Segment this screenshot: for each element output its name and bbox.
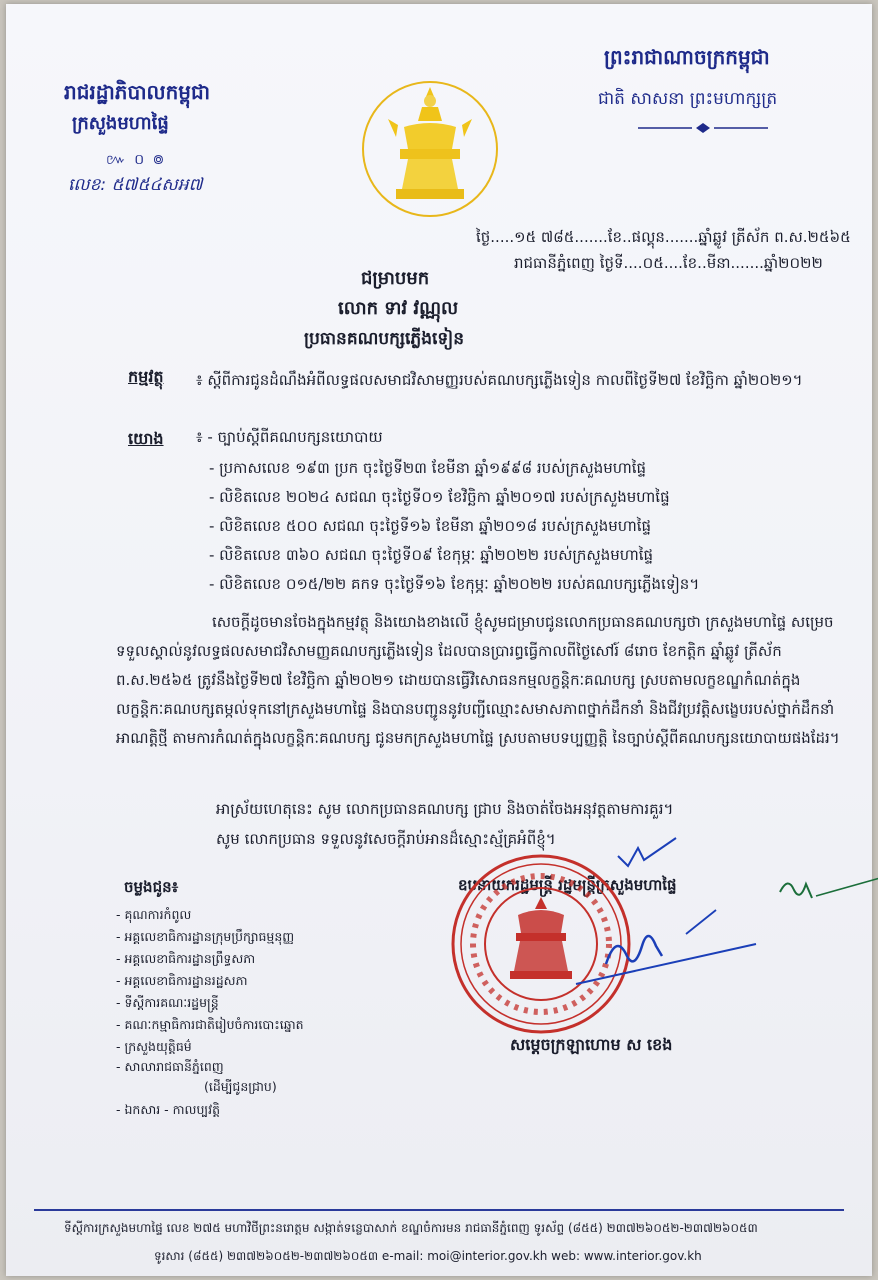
reference-item: - លិខិតលេខ ៣៦០ សជណ ចុះថ្ងៃទី០៩ ខែកុម្ភៈ ឆ្នាំ២០២២ របស់ក្រសួងមហាផ្ទៃ	[209, 546, 654, 564]
subject-label: កម្មវត្ថុ	[128, 367, 164, 386]
footer-address: ទីស្តីការក្រសួងមហាផ្ទៃ លេខ ២៧៥ មហាវិថីព្រះនរោត្តម សង្កាត់ទន្លេបាសាក់ ខណ្ឌចំការមន រាជធានីភ្នំពេញ ទូរស័ព្ទ (៨៥៥) ២៣៧២៦០៥២-២៣៧២៦០៥៣	[64, 1221, 758, 1235]
royal-emblem-icon	[360, 79, 500, 219]
body-paragraph: សេចក្តីដូចមានចែងក្នុងកម្មវត្ថុ និងយោងខាងលើ ខ្ញុំសូមជម្រាបជូនលោកប្រធានគណបក្សថា ក្រសួងមហាផ្ទៃ សម្រេចទទួលស្គាល់នូវលទ្ធផលសមាជវិសាមញ្ញគណបក្សភ្លើងទៀន ដែលបានប្រារព្ធធ្វើកាលពីថ្ងៃសៅរ៍ ៨រោច ខែកត្តិក ឆ្នាំឆ្លូវ ត្រីស័ក ព.ស.២៥៦៥ ត្រូវនឹងថ្ងៃទី២៧ ខែវិច្ឆិកា ឆ្នាំ២០២១ ដោយបានធ្វើវិសោធនកម្មលក្ខន្តិកៈគណបក្ស ស្របតាមលក្ខខណ្ឌកំណត់ក្នុងលក្ខន្តិកៈគណបក្សតម្កល់ទុកនៅក្រសួងមហាផ្ទៃ និងបានបញ្ជូននូវបញ្ជីឈ្មោះសមាសភាពថ្នាក់ដឹកនាំ និងជីវប្រវត្តិសង្ខេបរបស់ថ្នាក់ដឹកនាំអាណត្តិថ្មី តាមការកំណត់ក្នុងលក្ខន្តិកៈគណបក្ស ជូនមកក្រសួងមហាផ្ទៃ ស្របតាមបទប្បញ្ញត្តិ នៃច្បាប់ស្តីពីគណបក្សនយោបាយផងដែរ។	[116, 613, 840, 747]
recipient-name: លោក ទាវ វណ្ណុល	[338, 298, 459, 319]
cc-item: - ទីស្តីការគណៈរដ្ឋមន្ត្រី	[116, 995, 219, 1010]
footer-contact: ទូរសារ (៨៥៥) ២៣៧២៦០៥២-២៣៧២៦០៥៣ e-mail: moi@interior.gov.kh web: www.interior.gov.kh	[154, 1249, 702, 1263]
recipient-title: ប្រធានគណបក្សភ្លើងទៀន	[304, 329, 465, 349]
subject-text: ៖ ស្តីពីការជូនដំណឹងអំពីលទ្ធផលសមាជវិសាមញ្ញរបស់គណបក្សភ្លើងទៀន កាលពីថ្ងៃទី២៧ ខែវិច្ឆិកា ឆ្នាំ២០២១។	[196, 371, 803, 389]
kingdom-title: ព្រះរាជាណាចក្រកម្ពុជា	[604, 45, 770, 69]
cc-item: - គុណការកំពូល	[116, 907, 192, 922]
lunar-date: ថ្ងៃ.....១៥ ៧៨៥.......ខែ..ផល្គុន.......ឆ្នាំឆ្លូវ ត្រីស័ក ព.ស.២៥៦៥	[476, 228, 851, 246]
solar-date: រាជធានីភ្នំពេញ ថ្ងៃទី....០៥....ខែ..មីនា.......ឆ្នាំ២០២២	[514, 254, 823, 272]
kingdom-motto: ជាតិ សាសនា ព្រះមហាក្សត្រ	[598, 89, 778, 109]
reference-item: - លិខិតលេខ ០១៥/២២ គកទ ចុះថ្ងៃទី១៦ ខែកុម្ភៈ ឆ្នាំ២០២២ របស់គណបក្សភ្លើងទៀន។	[209, 575, 700, 593]
ornament: ៚ ០ ៙	[106, 152, 167, 168]
cc-item: - អគ្គលេខាធិការដ្ឋានក្រុមប្រឹក្សាធម្មនុញ្ញ	[116, 929, 295, 944]
motto-divider	[638, 122, 768, 134]
closing-line: អាស្រ័យហេតុនេះ សូម លោកប្រធានគណបក្ស ជ្រាប និងចាត់ចែងអនុវត្តតាមការគួរ។	[216, 800, 674, 818]
closing-line: សូម លោកប្រធាន ទទួលនូវសេចក្តីរាប់អានដ៏ស្មោះស្ម័គ្រអំពីខ្ញុំ។	[216, 830, 556, 848]
cc-archive: - ឯកសារ - កាលប្បវត្តិ	[116, 1102, 221, 1117]
references-label: យោង	[128, 429, 164, 448]
cc-title: ចម្លងជូន៖	[124, 878, 179, 896]
initial-mark-icon	[776, 866, 878, 906]
cc-item: - អគ្គលេខាធិការដ្ឋានរដ្ឋសភា	[116, 973, 248, 988]
reference-law: ៖ - ច្បាប់ស្តីពីគណបក្សនយោបាយ	[196, 428, 383, 446]
reference-item: - លិខិតលេខ ២០២៤ សជណ ចុះថ្ងៃទី០១ ខែវិច្ឆិកា ឆ្នាំ២០១៧ របស់ក្រសួងមហាផ្ទៃ	[209, 488, 670, 506]
signatory-title: ឧបនាយករដ្ឋមន្ត្រី រដ្ឋមន្ត្រីក្រសួងមហាផ្ទៃ	[458, 876, 677, 894]
cc-item: - ក្រសួងយុត្តិធម៌	[116, 1039, 192, 1054]
footer-divider	[34, 1209, 844, 1211]
government-title: រាជរដ្ឋាភិបាលកម្ពុជា	[64, 80, 210, 104]
reference-item: - ប្រកាសលេខ ១៩៣ ប្រក ចុះថ្ងៃទី២៣ ខែមីនា ឆ្នាំ១៩៩៨ របស់ក្រសួងមហាផ្ទៃ	[209, 459, 647, 477]
cc-item: - គណៈកម្មាធិការជាតិរៀបចំការបោះឆ្នោត	[116, 1017, 304, 1032]
reference-item: - លិខិតលេខ ៥០០ សជណ ចុះថ្ងៃទី១៦ ខែមីនា ឆ្នាំ២០១៨ របស់ក្រសួងមហាផ្ទៃ	[209, 517, 652, 535]
salutation: ជម្រាបមក	[361, 268, 430, 289]
signature-icon	[566, 904, 796, 994]
reference-number: លេខ: ៥៧៥៤សអ៧	[68, 175, 203, 195]
approval-tick-icon	[612, 834, 682, 874]
cc-item: - សាលារាជធានីភ្នំពេញ	[116, 1059, 224, 1074]
ministry-name: ក្រសួងមហាផ្ទៃ	[72, 113, 169, 134]
signatory-name: សម្តេចក្រឡាហោម ស ខេង	[510, 1035, 673, 1054]
cc-item: - អគ្គលេខាធិការដ្ឋានព្រឹទ្ធសភា	[116, 951, 256, 966]
letter-page	[6, 4, 872, 1276]
cc-note: (ដើម្បីជូនជ្រាប)	[204, 1079, 277, 1094]
